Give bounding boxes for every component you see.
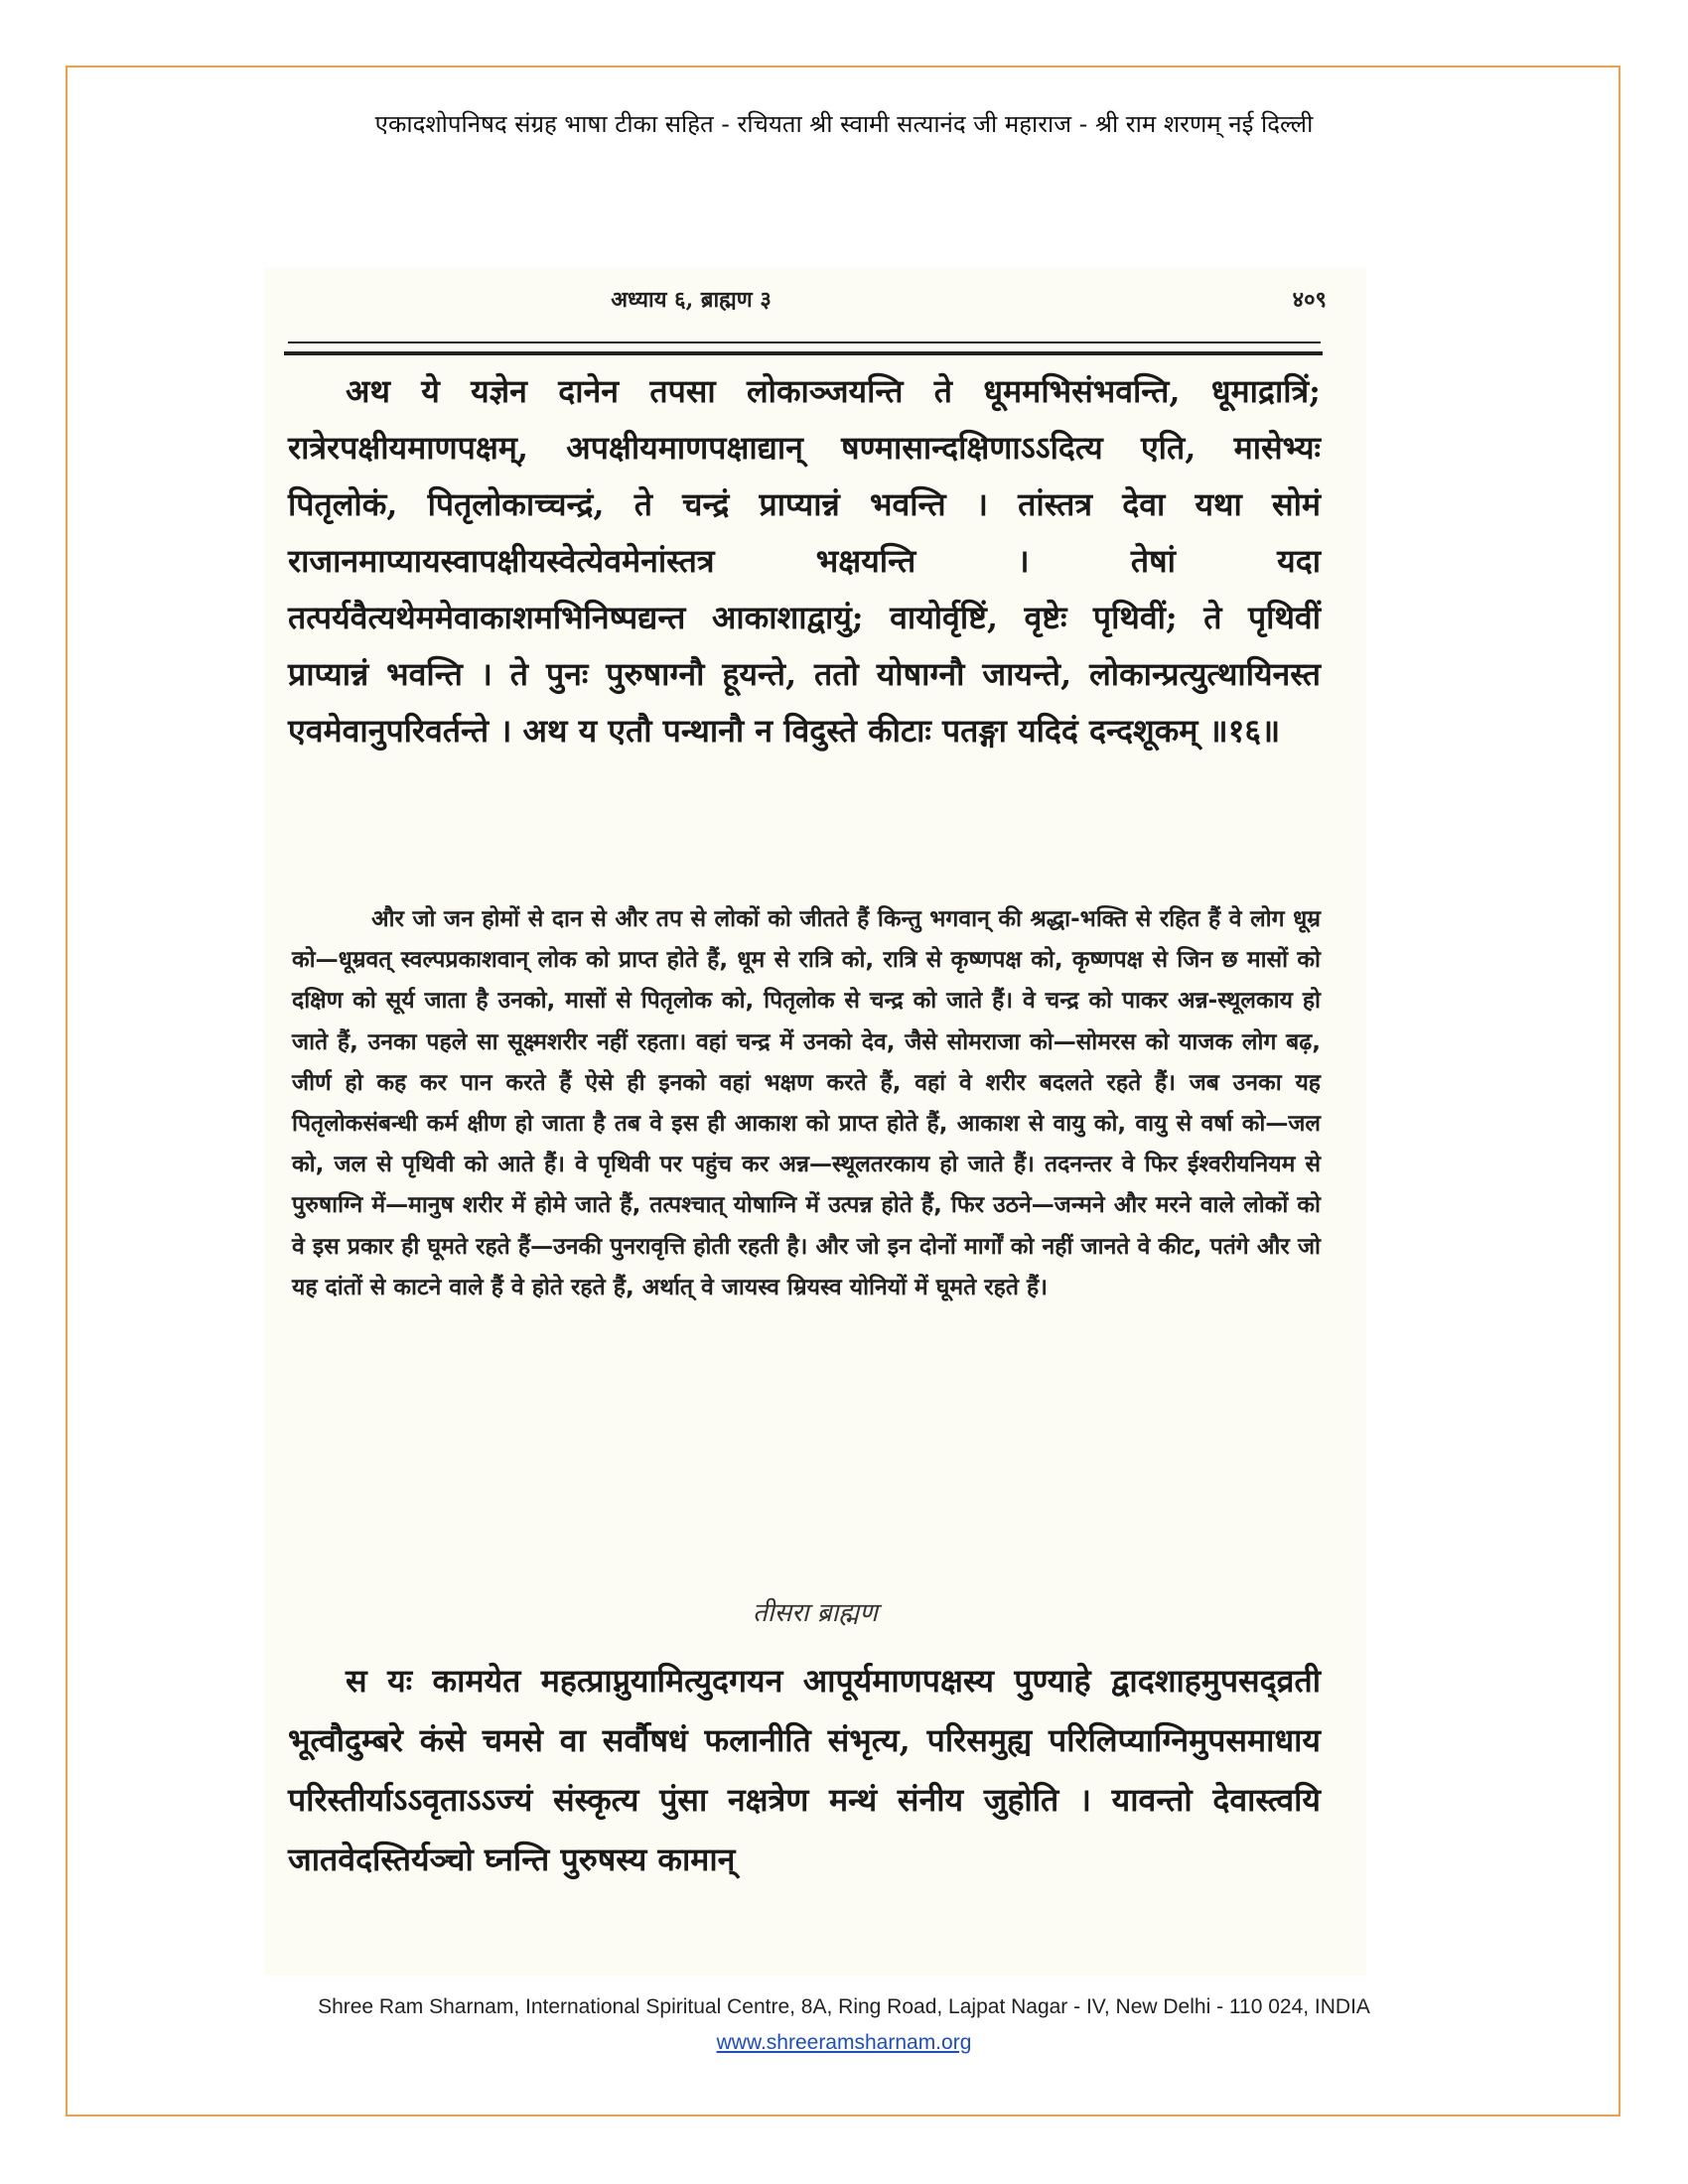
sanskrit-verse-text: अथ ये यज्ञेन दानेन तपसा लोकाञ्जयन्ति ते धूममभिसंभवन्ति, धूमाद्रात्रिं; रात्रेरपक्षीयमाणपक्षम्, अपक्षीयमाणपक्षाद्यान् षण्मासान्दक्षिणाऽऽदित्य एति, मासेभ्यः पितृलोकं, पितृलोकाच्चन्द्रं, ते चन्द्रं प्राप्यान्नं भवन्ति । तांस्तत्र देवा यथा सोमं राजानमाप्यायस्वापक्षीयस्वेत्येवमेनांस्तत्र भक्षयन्ति । तेषां यदा तत्पर्यवैत्यथेममेवाकाशमभिनिष्पद्यन्त आकाशाद्वायुं; वायोर्वृष्टिं, वृष्टेः पृथिवीं; ते पृथिवीं प्राप्यान्नं भवन्ति । ते पुनः पुरुषाग्नौ हूयन्ते, ततो योषाग्नौ जायन्ते, लोकान्प्रत्युत्थायिनस्त एवमेवानुपरिवर्तन्ते । अथ य एतौ पन्थानौ न विदुस्ते कीटाः पतङ्गा यदिदं दन्दशूकम् ॥१६॥: [288, 372, 1321, 750]
page-number: ४०९: [1292, 287, 1327, 313]
sanskrit-verse-16: [288, 363, 1321, 759]
publication-header: एकादशोपनिषद संग्रह भाषा टीका सहित - रचियता श्री स्वामी सत्यानंद जी महाराज - श्री राम शरणम् नई दिल्ली: [374, 110, 1314, 138]
sanskrit-verse-2-text: स यः कामयेत महत्प्राप्नुयामित्युदगयन आपूर्यमाणपक्षस्य पुण्याहे द्वादशाहमुपसद्व्रती भूत्वौदुम्बरे कंसे चमसे वा सर्वौषधं फलानीति संभृत्य, परिसमुह्य परिलिप्याग्निमुपसमाधाय परिस्तीर्याऽऽवृताऽऽज्यं संस्कृत्य पुंसा नक्षत्रेण मन्थं संनीय जुहोति । यावन्तो देवास्त्वयि जातवेदस्तिर्यञ्चो घ्नन्ति पुरुषस्य कामान्: [288, 1662, 1321, 1878]
sanskrit-verse-next: [288, 1651, 1321, 1889]
hindi-commentary-text: और जो जन होमों से दान से और तप से लोकों को जीतते हैं किन्तु भगवान् की श्रद्धा-भक्ति से रहित हैं वे लोग धूम्र को—धूम्रवत् स्वल्पप्रकाशवान् लोक को प्राप्त होते हैं, धूम से रात्रि को, रात्रि से कृष्णपक्ष को, कृष्णपक्ष से जिन छ मासों को दक्षिण को सूर्य जाता है उनको, मासों से पितृलोक को, पितृलोक से चन्द्र को जाते हैं। वे चन्द्र को पाकर अन्न-स्थूलकाय हो जाते हैं, उनका पहले सा सूक्ष्मशरीर नहीं रहता। वहां चन्द्र में उनको देव, जैसे सोमराजा को—सोमरस को याजक लोग बढ़, जीर्ण हो कह कर पान करते हैं ऐसे ही इनको वहां भक्षण करते हैं, वहां वे शरीर बदलते रहते हैं। जब उनका यह पितृलोकसंबन्धी कर्म क्षीण हो जाता है तब वे इस ही आकाश को प्राप्त होते हैं, आकाश से वायु को, वायु से वर्षा को—जल को, जल से पृथिवी को आते हैं। वे पृथिवी पर पहुंच कर अन्न—स्थूलतरकाय हो जाते हैं। तदनन्तर वे फिर ईश्वरीयनियम से पुरुषाग्नि में—मानुष शरीर में होमे जाते हैं, तत्पश्चात् योषाग्नि में उत्पन्न होते हैं, फिर उठने—जन्मने और मरने वाले लोकों को वे इस प्रकार ही घूमते रहते हैं—उनकी पुनरावृत्ति होती रहती है। और जो इन दोनों मार्गों को नहीं जानते वे कीट, पतंगे और जो यह दांतों से काटने वाले हैं वे होते रहते हैं, अर्थात् वे जायस्व म्रियस्व योनियों में घूमते रहते हैं।: [292, 906, 1321, 1300]
header-rule-thick: [284, 351, 1323, 355]
hindi-commentary: [292, 899, 1321, 1308]
header-rule-thin: [288, 341, 1321, 343]
section-heading: तीसरा ब्राह्मण: [753, 1598, 878, 1628]
website-link[interactable]: www.shreeramsharnam.org: [716, 2031, 972, 2054]
scanned-page: [264, 268, 1366, 1976]
chapter-section-title: अध्याय ६, ब्राह्मण ३: [611, 287, 772, 313]
running-head: [264, 284, 1366, 324]
footer-address: Shree Ram Sharnam, International Spiritual Centre, 8A, Ring Road, Lajpat Nagar - IV, New Delhi - 110 024, INDIA: [318, 1995, 1370, 2018]
